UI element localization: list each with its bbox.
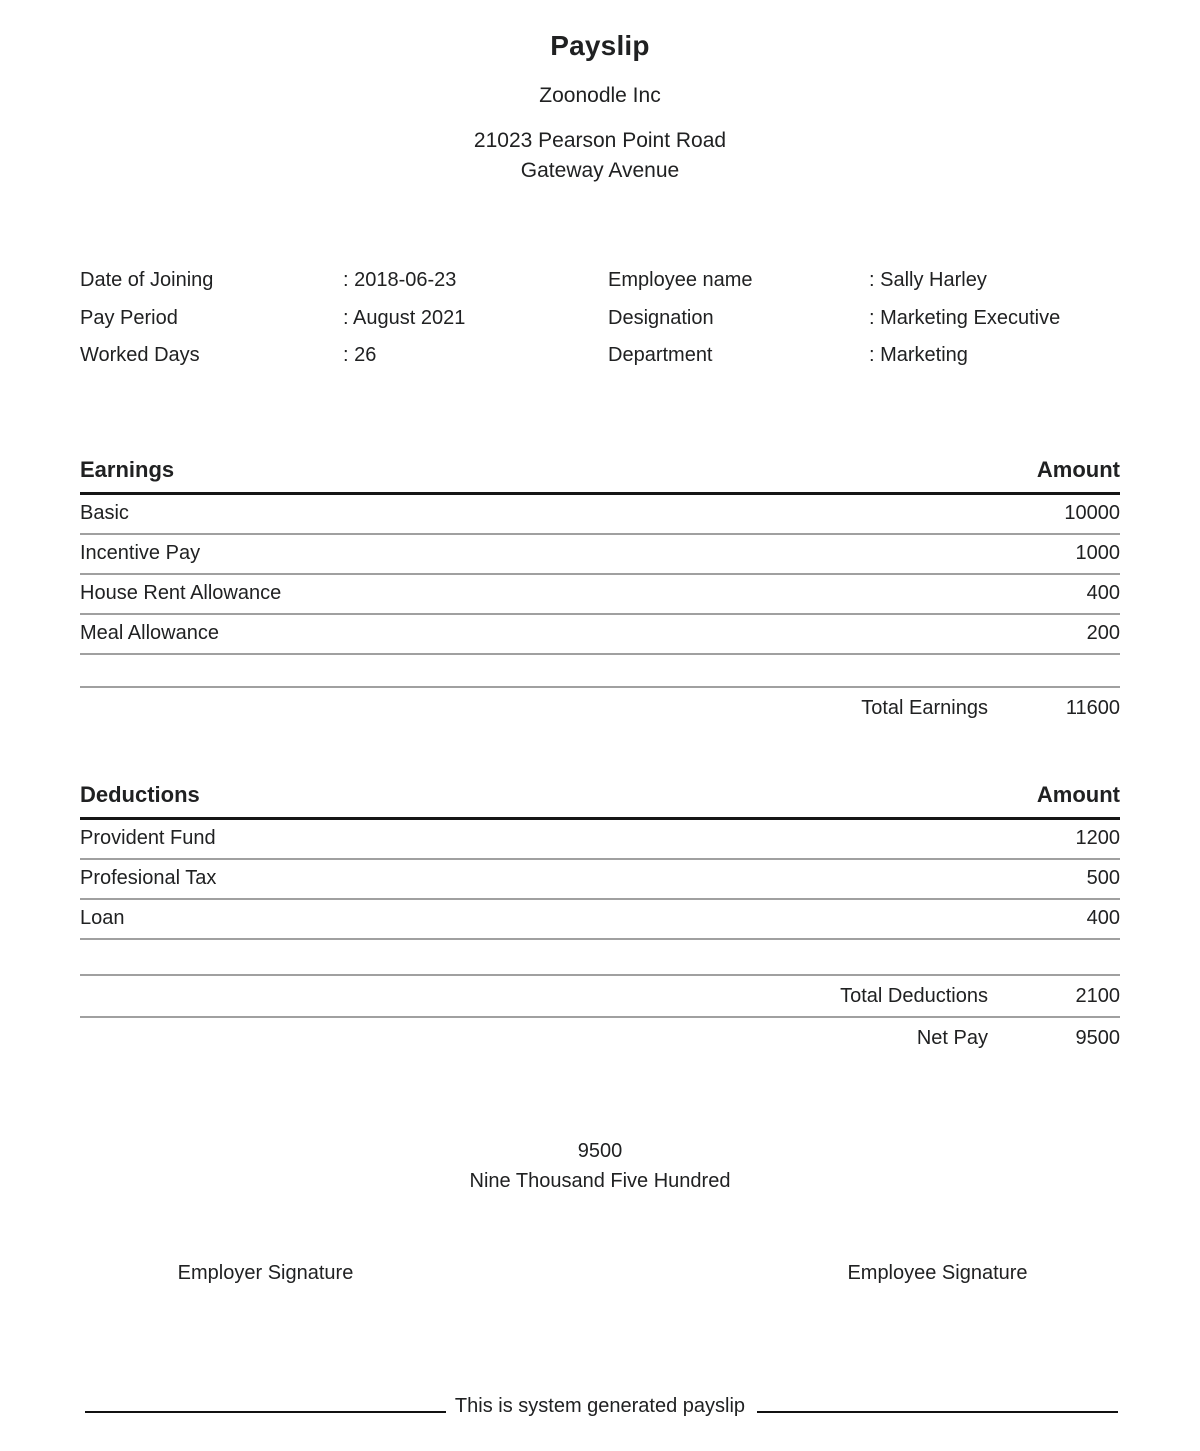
table-row bbox=[80, 860, 1120, 900]
earnings-row-label: Basic bbox=[80, 501, 129, 524]
deductions-section bbox=[80, 782, 1120, 1058]
deductions-header-amount: Amount bbox=[1036, 781, 1120, 807]
info-row-date-of-joining bbox=[80, 262, 608, 300]
deductions-total-label: Total Deductions bbox=[840, 984, 988, 1007]
net-pay-summary-amount: 9500 bbox=[577, 1139, 623, 1162]
net-pay-amount: 9500 bbox=[1075, 1026, 1120, 1049]
company-address-line2: Gateway Avenue bbox=[520, 159, 680, 182]
employee-info-left-column bbox=[80, 262, 608, 375]
table-row bbox=[80, 900, 1120, 940]
earnings-total-row bbox=[80, 688, 1120, 728]
deductions-total-amount: 2100 bbox=[1075, 984, 1120, 1007]
employee-info-right-column bbox=[608, 262, 1120, 375]
employee-signature-label: Employee Signature bbox=[847, 1261, 1028, 1284]
info-label: Department bbox=[608, 344, 713, 367]
info-label: Worked Days bbox=[80, 344, 200, 367]
net-pay-summary-words: Nine Thousand Five Hundred bbox=[469, 1169, 731, 1192]
info-label: Designation bbox=[608, 306, 714, 329]
net-pay-label: Net Pay bbox=[916, 1026, 988, 1049]
table-row bbox=[80, 615, 1120, 655]
company-address bbox=[80, 126, 1120, 186]
info-value: : 2018-06-23 bbox=[343, 269, 457, 292]
earnings-row-label: Incentive Pay bbox=[80, 541, 201, 564]
earnings-header-title: Earnings bbox=[80, 456, 175, 482]
info-row-pay-period bbox=[80, 300, 608, 338]
employer-signature-block bbox=[85, 1262, 446, 1413]
earnings-row-label: Meal Allowance bbox=[80, 621, 219, 644]
deductions-row-amount: 400 bbox=[1086, 906, 1120, 929]
earnings-total-label: Total Earnings bbox=[861, 696, 988, 719]
info-label: Date of Joining bbox=[80, 269, 214, 292]
deductions-row-label: Loan bbox=[80, 906, 125, 929]
deductions-table-header bbox=[80, 782, 1120, 820]
info-value: : Sally Harley bbox=[869, 269, 987, 292]
table-row bbox=[80, 820, 1120, 860]
employer-signature-label: Employer Signature bbox=[177, 1261, 354, 1284]
net-pay-row bbox=[80, 1018, 1120, 1058]
earnings-table-header bbox=[80, 457, 1120, 495]
earnings-row-amount: 200 bbox=[1086, 621, 1120, 644]
deductions-header-title: Deductions bbox=[80, 781, 200, 807]
deductions-row-amount: 500 bbox=[1086, 866, 1120, 889]
table-row bbox=[80, 575, 1120, 615]
earnings-total-amount: 11600 bbox=[1065, 696, 1120, 719]
table-row bbox=[80, 535, 1120, 575]
earnings-row-amount: 10000 bbox=[1064, 501, 1120, 524]
earnings-row-amount: 400 bbox=[1086, 581, 1120, 604]
info-row-worked-days bbox=[80, 337, 608, 375]
info-row-employee-name bbox=[608, 262, 1120, 300]
net-pay-summary bbox=[80, 1136, 1120, 1196]
info-label: Pay Period bbox=[80, 306, 178, 329]
info-value: : August 2021 bbox=[343, 306, 466, 329]
info-row-department bbox=[608, 337, 1120, 375]
signature-area bbox=[80, 1262, 1120, 1413]
info-row-designation bbox=[608, 300, 1120, 338]
table-row bbox=[80, 495, 1120, 535]
earnings-row-amount: 1000 bbox=[1075, 541, 1120, 564]
info-label: Employee name bbox=[608, 269, 753, 292]
company-name: Zoonodle Inc bbox=[539, 84, 661, 107]
deductions-row-label: Profesional Tax bbox=[80, 866, 217, 889]
company-address-line1: 21023 Pearson Point Road bbox=[473, 129, 727, 152]
deductions-empty-row bbox=[80, 940, 1120, 976]
deductions-row-label: Provident Fund bbox=[80, 826, 216, 849]
employee-signature-block bbox=[757, 1262, 1118, 1413]
info-value: : Marketing bbox=[869, 344, 968, 367]
earnings-header-amount: Amount bbox=[1036, 456, 1120, 482]
earnings-empty-row bbox=[80, 655, 1120, 688]
page-title: Payslip bbox=[550, 30, 650, 61]
info-value: : Marketing Executive bbox=[869, 306, 1061, 329]
earnings-row-label: House Rent Allowance bbox=[80, 581, 282, 604]
earnings-section bbox=[80, 457, 1120, 728]
footer-note: This is system generated payslip bbox=[454, 1395, 746, 1417]
info-value: : 26 bbox=[343, 344, 377, 367]
deductions-row-amount: 1200 bbox=[1075, 826, 1120, 849]
employee-info-grid bbox=[80, 262, 1120, 375]
deductions-total-row bbox=[80, 976, 1120, 1018]
